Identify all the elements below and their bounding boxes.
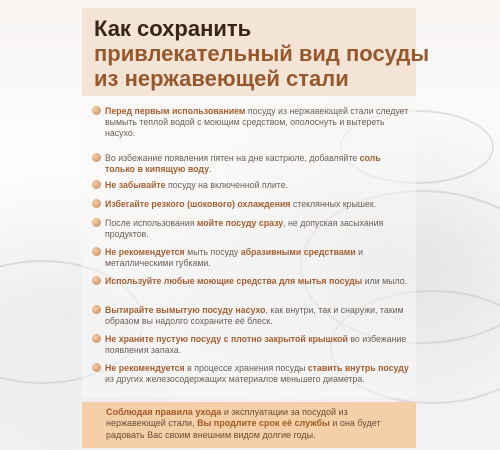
- tip-item: [92, 305, 412, 327]
- plain-text: из других железосодержащих материалов меньшего диаметра.: [105, 374, 365, 385]
- bullet-icon: [92, 180, 101, 189]
- plain-text: Во избежание появления пятен на дне кастрюле, добавляйте: [105, 153, 360, 163]
- plain-text: После использования: [105, 218, 197, 228]
- highlight-text: абразивными средствами: [240, 247, 356, 257]
- highlight-text: Соблюдая правила ухода: [106, 407, 222, 417]
- plain-text: посуду на включенной плите.: [165, 180, 289, 190]
- title-banner: [82, 8, 430, 96]
- highlight-text: соль только в кипящую воду: [105, 153, 381, 175]
- tip-text: [105, 363, 412, 385]
- bullet-icon: [92, 334, 101, 343]
- plain-text: , не допуская засыхания продуктов.: [105, 218, 384, 240]
- bullet-icon: [92, 199, 101, 208]
- highlight-text: Используйте любые моющие средства для мытья посуды: [105, 276, 363, 286]
- highlight-text: Вытирайте вымытую посуду насухо: [105, 305, 266, 315]
- tip-item: [92, 218, 412, 240]
- tip-item: [92, 153, 412, 175]
- bullet-icon: [92, 363, 101, 372]
- highlight-text: Избегайте резкого (шокового) охлаждения: [105, 199, 291, 209]
- footer-note: [82, 402, 416, 448]
- tip-text: [105, 247, 412, 269]
- bullet-icon: [92, 153, 101, 162]
- highlight-text: Не храните пустую посуду с плотно закрытой крышкой: [105, 334, 348, 344]
- tip-text: [105, 218, 412, 240]
- tip-item: [92, 276, 412, 287]
- highlight-text: Перед первым использованием: [105, 106, 246, 116]
- plain-text: и эксплуатации за посудой из нержавеющей стали,: [106, 407, 348, 429]
- highlight-text: мойте посуду сразу: [196, 218, 284, 228]
- bullet-icon: [92, 276, 101, 285]
- bullet-icon: [92, 106, 101, 115]
- tip-text: [105, 199, 412, 210]
- highlight-text: Не забывайте: [105, 180, 166, 190]
- footer-text: [106, 407, 381, 440]
- tip-text: [105, 305, 412, 327]
- plain-text: посуду из нержавеющей стали следует вымыть теплой водой с моющим средством, ополоснуть и вытереть насухо.: [105, 106, 409, 139]
- page-title: [94, 16, 430, 91]
- tip-text: [105, 334, 412, 356]
- plain-text: во избежание появления запаха.: [105, 334, 407, 356]
- plain-text: , как внутри, так и снаружи, таким образом вы надолго сохраните её блеск.: [105, 305, 404, 327]
- tip-item: [92, 363, 412, 385]
- plain-text: мыть посуду: [184, 247, 241, 257]
- highlight-text: Вы продлите срок её службы: [197, 418, 330, 429]
- plain-text: в процессе хранения посуды: [184, 363, 308, 373]
- tip-text: [105, 106, 412, 140]
- bullet-icon: [92, 247, 101, 256]
- tip-item: [92, 106, 412, 140]
- highlight-text: Не рекомендуется: [105, 363, 185, 373]
- plain-text: и она будет радовать Вас своим внешним видом долгие годы.: [106, 418, 381, 440]
- plain-text: .: [208, 164, 212, 175]
- bullet-icon: [92, 218, 101, 227]
- tip-item: [92, 180, 412, 191]
- tip-item: [92, 247, 412, 269]
- bullet-icon: [92, 305, 101, 314]
- tip-text: [105, 276, 412, 287]
- tip-text: [105, 180, 412, 191]
- highlight-text: Не рекомендуется: [105, 247, 185, 257]
- plain-text: стеклянных крышек.: [290, 199, 377, 209]
- tip-item: [92, 199, 412, 210]
- title-line-2: привлекательный вид посуды: [94, 41, 430, 66]
- plain-text: или мыло.: [362, 276, 408, 286]
- tip-text: [105, 153, 412, 175]
- title-line-3: из нержавеющей стали: [94, 66, 349, 91]
- title-line-1: Как сохранить: [94, 16, 252, 41]
- plain-text: и металлическими губками.: [105, 247, 364, 269]
- highlight-text: ставить внутрь посуду: [307, 363, 409, 373]
- tip-item: [92, 334, 412, 356]
